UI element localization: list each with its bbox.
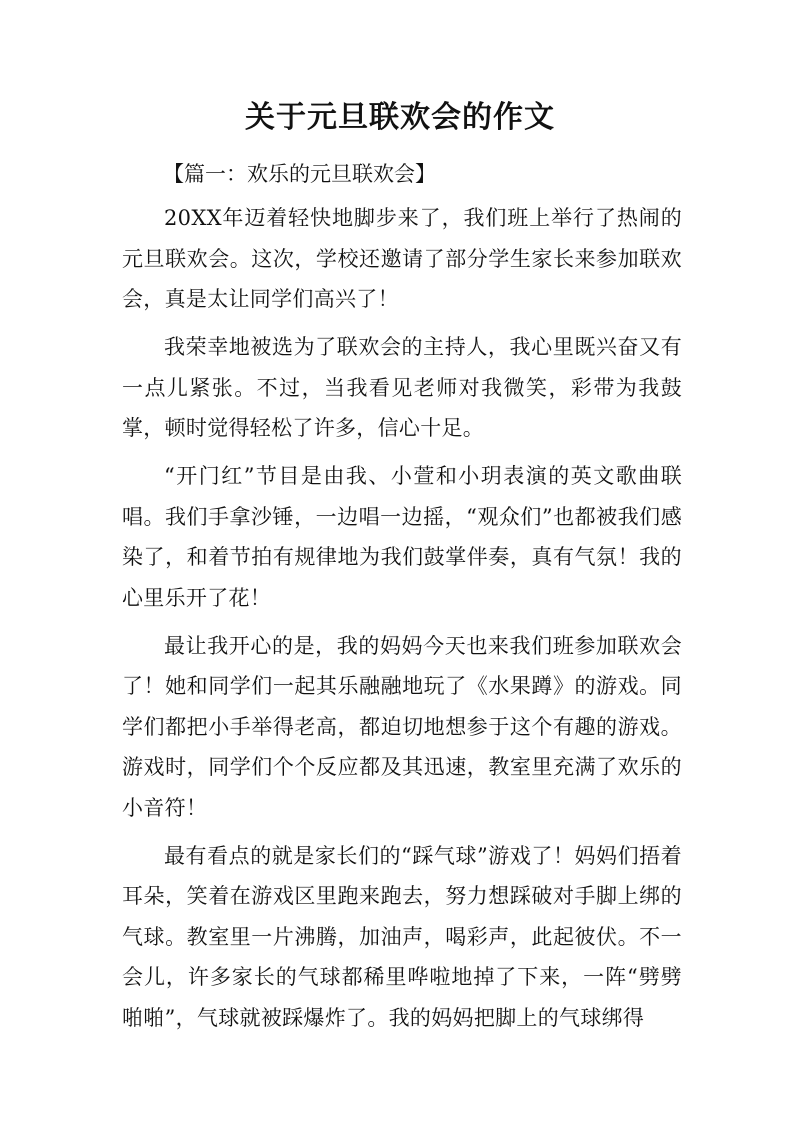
page-title: 关于元旦联欢会的作文 [245,100,555,135]
paragraph-5: 最有看点的就是家长们的“踩气球”游戏了！妈妈们捂着耳朵，笑着在游戏区里跑来跑去，努力想踩破对手脚上绑的气球。教室里一片沸腾，加油声，喝彩声，此起彼伏。不一会儿，许多家长的气球都稀里哗啦地掉了下来，一阵“劈劈啪啪”，气球就被踩爆炸了。我的妈妈把脚上的气球绑得 [122,843,682,1031]
essay-body [122,198,682,1046]
paragraph-3: “开门红”节目是由我、小萱和小玥表演的英文歌曲联唱。我们手拿沙锤，一边唱一边摇，“观众们”也都被我们感染了，和着节拍有规律地为我们鼓掌伴奏，真有气氛！我的心里乐开了花！ [122,463,682,610]
paragraph-1: 20XX年迈着轻快地脚步来了，我们班上举行了热闹的元旦联欢会。这次，学校还邀请了部分学生家长来参加联欢会，真是太让同学们高兴了！ [122,206,682,312]
section-heading: 【篇一：欢乐的元旦联欢会】 [163,162,436,186]
paragraph-2: 我荣幸地被选为了联欢会的主持人，我心里既兴奋又有一点儿紧张。不过，当我看见老师对我微笑，彩带为我鼓掌，顿时觉得轻松了许多，信心十足。 [122,334,682,441]
paragraph-4: 最让我开心的是，我的妈妈今天也来我们班参加联欢会了！她和同学们一起其乐融融地玩了《水果蹲》的游戏。同学们都把小手举得老高，都迫切地想参于这个有趣的游戏。游戏时，同学们个个反应都及其迅速，教室里充满了欢乐的小音符！ [122,633,682,820]
